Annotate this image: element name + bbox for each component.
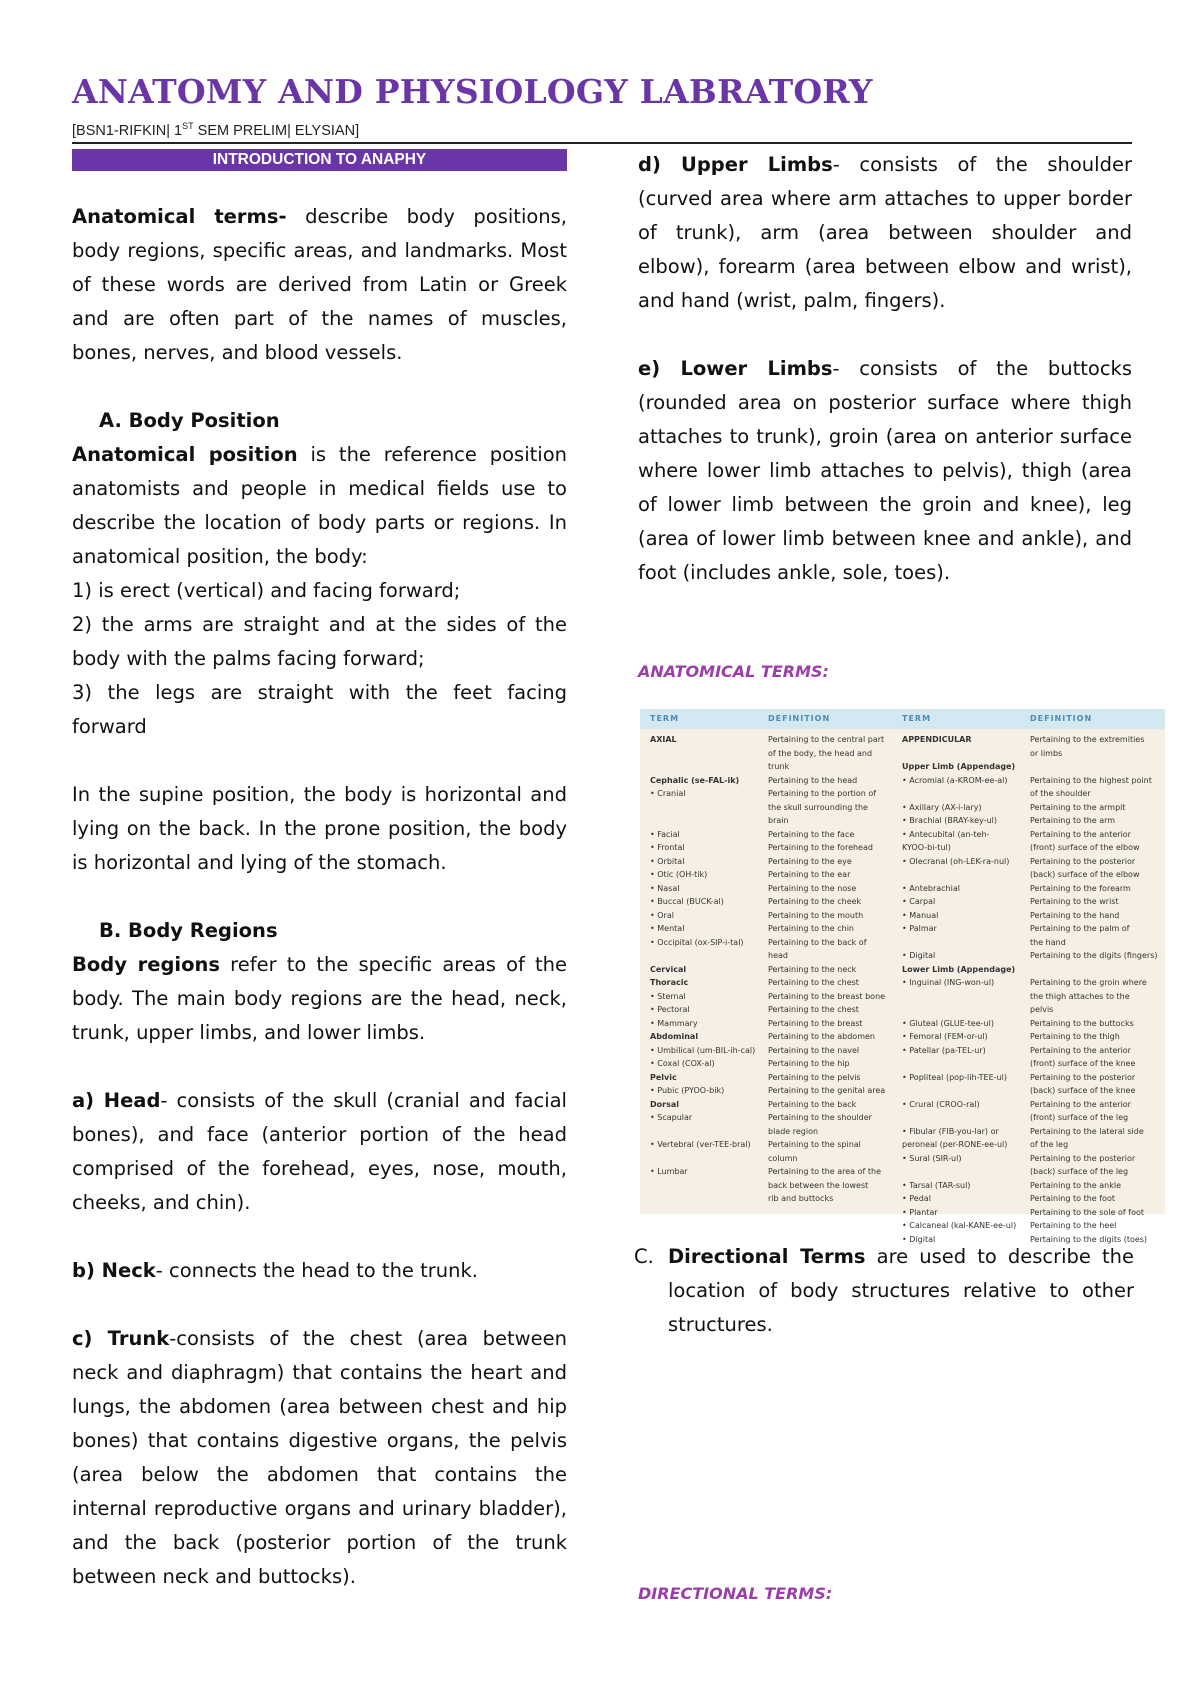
table-cell: Pertaining to the cheek [768, 897, 862, 906]
table-cell: of the leg [1030, 1140, 1069, 1149]
table-cell: (front) surface of the knee [1030, 1059, 1136, 1068]
table-cell: • Patellar (pa-TEL-ur) [902, 1045, 986, 1055]
table-cell [650, 801, 755, 815]
table-cell: Pertaining to the spinal [768, 1140, 861, 1149]
table-header-definition-1: DEFINITION [768, 714, 831, 723]
table-cell: Pertaining to the shoulder [768, 1113, 872, 1122]
table-cell: Pertaining to the neck [768, 964, 857, 974]
anatomical-position-term: Anatomical position [72, 443, 298, 466]
directional-terms-term: Directional Terms [668, 1245, 866, 1268]
table-cell: • Femoral (FEM-or-ul) [902, 1032, 988, 1041]
body-regions-paragraph [72, 948, 567, 1050]
table-cell: (back) surface of the elbow [1030, 870, 1140, 879]
subtitle-prefix: [BSN1-RIFKIN| 1 [72, 122, 183, 139]
table-cell: • Otic (OH-tik) [650, 870, 708, 879]
table-appendicular-definitions [1030, 733, 1158, 1246]
table-cell: • Nasal [650, 883, 680, 893]
table-cell: • Buccal (BUCK-al) [650, 897, 724, 906]
table-cell: Pertaining to the breast [768, 1018, 863, 1028]
table-cell: • Acromial (a-KROM-ee-al) [902, 775, 1008, 785]
table-cell: the skull surrounding the [768, 802, 868, 812]
table-cell: Pertaining to the chest [768, 978, 859, 987]
table-cell: Pertaining to the breast bone [768, 991, 886, 1001]
table-cell: Pertaining to the anterior [1030, 1099, 1131, 1109]
table-cell: • Mental [650, 924, 685, 933]
table-cell [902, 1003, 1016, 1017]
table-cell: Pertaining to the posterior [1030, 856, 1136, 866]
table-cell: the hand [1030, 937, 1066, 947]
table-cell: peroneal (per-RONE-ee-ul) [902, 1140, 1008, 1149]
table-cell: • Tarsal (TAR-sul) [902, 1180, 971, 1190]
table-cell: • Calcaneal (kal-KANE-ee-ul) [902, 1221, 1017, 1230]
left-column [72, 200, 567, 1594]
table-cell: • Pectoral [650, 1005, 690, 1014]
table-cell: the thigh attaches to the [1030, 991, 1130, 1001]
table-cell: • Antecubital (an-teh- [902, 829, 990, 839]
table-cell: • Digital [902, 951, 936, 960]
trunk-term: c) Trunk [72, 1327, 170, 1350]
table-cell: Pertaining to the chest [768, 1005, 859, 1014]
table-cell: Pertaining to the posterior [1030, 1072, 1136, 1082]
table-header-term-1: TERM [650, 714, 680, 723]
table-header [640, 709, 1165, 729]
lower-limbs-term: e) Lower Limbs [638, 357, 833, 380]
table-axial-definitions [768, 733, 885, 1206]
section-c-letter: C. [634, 1245, 654, 1268]
table-cell: trunk [768, 762, 790, 771]
table-cell: APPENDICULAR [902, 735, 972, 744]
table-cell: • Pedal [902, 1194, 931, 1203]
table-cell: Pertaining to the chin [768, 924, 855, 933]
document-subtitle [72, 121, 359, 139]
neck-term: b) Neck [72, 1259, 156, 1282]
table-cell: • Axillary (AX-i-lary) [902, 802, 982, 812]
table-cell [650, 1125, 755, 1139]
table-cell: Pertaining to the foot [1030, 1194, 1115, 1203]
position-item-3: 3) the legs are straight with the feet facing forward [72, 681, 567, 738]
table-cell: Pertaining to the forehead [768, 843, 873, 852]
table-cell: brain [768, 816, 789, 825]
table-cell: Pertaining to the lateral side [1030, 1126, 1144, 1136]
table-cell: of the shoulder [1030, 789, 1091, 798]
table-cell: • Sural (SIR-ul) [902, 1153, 962, 1163]
table-cell: Cervical [650, 964, 687, 974]
table-cell: Pertaining to the thigh [1030, 1032, 1120, 1041]
table-cell: Pertaining to the buttocks [1030, 1018, 1134, 1028]
lower-limbs-paragraph [638, 352, 1132, 590]
table-cell: Pertaining to the highest point [1030, 775, 1152, 785]
table-cell: KYOO-bi-tul) [902, 843, 951, 852]
table-cell: Pertaining to the ear [768, 870, 851, 879]
table-cell: Thoracic [650, 978, 689, 987]
table-cell: of the body, the head and [768, 748, 873, 758]
upper-limbs-paragraph [638, 148, 1132, 318]
directional-terms-paragraph [634, 1240, 1134, 1342]
table-cell: Pertaining to the abdomen [768, 1032, 875, 1041]
table-cell: Cephalic (se-FAL-ik) [650, 775, 740, 785]
subtitle-superscript: ST [182, 121, 194, 131]
table-cell: • Sternal [650, 991, 686, 1001]
table-cell: Pertaining to the navel [768, 1045, 860, 1055]
table-cell: Pertaining to the area of the [768, 1167, 882, 1176]
section-a-heading: A. Body Position [99, 409, 280, 432]
header-divider [72, 142, 1132, 144]
subtitle-suffix: SEM PRELIM| ELYSIAN] [193, 122, 360, 139]
section-banner: INTRODUCTION TO ANAPHY [72, 149, 567, 171]
section-b-heading: B. Body Regions [99, 919, 278, 942]
table-cell: Pertaining to the anterior [1030, 829, 1131, 839]
table-cell: • Brachial (BRAY-key-ul) [902, 816, 997, 825]
table-cell: (front) surface of the elbow [1030, 843, 1140, 852]
table-cell: AXIAL [650, 735, 677, 744]
table-cell: • Manual [902, 910, 939, 920]
table-axial-terms [650, 733, 755, 1179]
table-cell: Pertaining to the digits (toes) [1030, 1234, 1148, 1244]
table-cell [902, 787, 1016, 801]
table-cell [650, 814, 755, 828]
table-cell: • Scapular [650, 1113, 693, 1122]
table-cell: • Coxal (COX-al) [650, 1059, 715, 1068]
table-cell: Pertaining to the sole of foot [1030, 1207, 1144, 1217]
table-cell: Pertaining to the armpit [1030, 802, 1126, 812]
head-text: - consists of the skull (cranial and facial bones), and face (anterior portion of the head comprised of the forehead, eyes, nose, mouth, cheeks, and chin). [72, 1089, 567, 1214]
right-column [638, 148, 1132, 590]
table-cell: Pertaining to the wrist [1030, 897, 1119, 906]
table-cell: Dorsal [650, 1099, 679, 1109]
table-cell [902, 1111, 1016, 1125]
supine-prone-paragraph: In the supine position, the body is horizontal and lying on the back. In the prone position, the body is horizontal and lying of the stomach. [72, 783, 567, 874]
table-cell: Pertaining to the heel [1030, 1221, 1117, 1230]
intro-text: describe body positions, body regions, specific areas, and landmarks. Most of these words are derived from Latin or Greek and are often part of the names of muscles, bones, nerves, and blood vessels. [72, 205, 568, 364]
table-cell: pelvis [1030, 1005, 1054, 1014]
table-cell: or limbs [1030, 748, 1063, 758]
table-cell: Upper Limb (Appendage) [902, 762, 1016, 771]
table-cell: Pertaining to the extremities [1030, 735, 1145, 744]
neck-text: - connects the head to the trunk. [155, 1259, 478, 1282]
table-cell: • Oral [650, 910, 674, 920]
intro-paragraph [72, 200, 567, 370]
table-cell: Pertaining to the face [768, 829, 855, 839]
table-cell: • Occipital (ox-SIP-i-tal) [650, 937, 744, 947]
table-cell: Pertaining to the forearm [1030, 883, 1131, 893]
table-cell: • Crural (CROO-ral) [902, 1099, 980, 1109]
table-cell [902, 936, 1016, 950]
table-cell: • Inguinal (ING-won-ul) [902, 978, 995, 987]
table-cell [902, 868, 1016, 882]
trunk-text: -consists of the chest (area between neck and diaphragm) that contains the heart and lungs, the abdomen (area between chest and hip bones) that contains digestive organs, the pelvis (area below the abdomen that contains the internal reproductive organs and urinary bladder), and the back (posterior portion of the trunk between neck and buttocks). [72, 1327, 567, 1588]
document-title: ANATOMY AND PHYSIOLOGY LABRATORY [72, 72, 873, 111]
table-cell: • Facial [650, 829, 680, 839]
table-cell: • Gluteal (GLUE-tee-ul) [902, 1018, 994, 1028]
table-cell: • Popliteal (pop-lih-TEE-ul) [902, 1072, 1007, 1082]
table-cell: Pertaining to the back [768, 1099, 857, 1109]
table-cell: Pertaining to the back of [768, 937, 867, 947]
table-cell: Pertaining to the pelvis [768, 1072, 861, 1082]
table-cell: • Carpal [902, 897, 936, 906]
table-cell: head [768, 951, 788, 960]
table-cell: • Olecranal (oh-LEK-ra-nul) [902, 856, 1010, 866]
table-cell: Pertaining to the nose [768, 883, 857, 893]
table-cell: • Digital [902, 1234, 936, 1244]
table-cell: (back) surface of the leg [1030, 1167, 1129, 1176]
table-cell: blade region [768, 1126, 819, 1136]
table-cell: Lower Limb (Appendage) [902, 964, 1016, 974]
table-cell: • Fibular (FIB-you-lar) or [902, 1126, 999, 1136]
anatomical-position-paragraph [72, 438, 567, 574]
table-cell: Pertaining to the eye [768, 856, 852, 866]
table-header-definition-2: DEFINITION [1030, 714, 1093, 723]
table-cell: • Pubic (PYOO-bik) [650, 1086, 725, 1095]
table-header-term-2: TERM [902, 714, 932, 723]
table-cell: Pertaining to the genital area [768, 1086, 886, 1095]
table-cell: Pertaining to the palm of [1030, 924, 1130, 933]
table-cell: • Cranial [650, 789, 686, 798]
body-regions-term: Body regions [72, 953, 221, 976]
table-cell [650, 949, 755, 963]
body-regions-text: refer to the specific areas of the body. The main body regions are the head, neck, trunk, upper limbs, and lower limbs. [72, 953, 567, 1044]
table-cell: Pertaining to the anterior [1030, 1045, 1131, 1055]
table-cell: • Mammary [650, 1018, 698, 1028]
table-cell: Pertaining to the central part [768, 735, 885, 744]
position-item-2: 2) the arms are straight and at the sides of the body with the palms facing forward; [72, 613, 567, 670]
table-cell [650, 1152, 755, 1166]
table-cell [902, 747, 1016, 761]
directional-terms-heading: DIRECTIONAL TERMS: [638, 1584, 833, 1603]
intro-term: Anatomical terms- [72, 205, 287, 228]
table-cell: Pertaining to the arm [1030, 816, 1116, 825]
anatomical-position-text: is the reference position anatomists and people in medical fields use to describe the location of body parts or regions. In anatomical position, the body: [72, 443, 567, 568]
trunk-paragraph [72, 1322, 567, 1594]
table-cell: Pertaining to the portion of [768, 789, 877, 798]
table-cell [902, 1084, 1016, 1098]
table-cell: • Lumbar [650, 1167, 688, 1176]
table-cell: Pertaining to the head [768, 775, 858, 785]
anatomical-terms-table [640, 709, 1165, 1244]
table-cell [1030, 760, 1158, 774]
table-cell: Pertaining to the posterior [1030, 1153, 1136, 1163]
table-cell: Abdominal [650, 1032, 699, 1041]
table-cell: • Antebrachial [902, 883, 960, 893]
position-item-1: 1) is erect (vertical) and facing forward; [72, 579, 461, 602]
upper-limbs-term: d) Upper Limbs [638, 153, 833, 176]
upper-limbs-text: - consists of the shoulder (curved area where arm attaches to upper border of trunk), arm (area between shoulder and elbow), forearm (area between elbow and wrist), and hand (wrist, palm, fingers). [638, 153, 1132, 312]
table-cell: • Umbilical (um-BIL-ih-cal) [650, 1045, 756, 1055]
head-term: a) Head [72, 1089, 161, 1112]
table-cell: • Frontal [650, 843, 685, 852]
table-cell: • Vertebral (ver-TEE-bral) [650, 1140, 751, 1149]
table-cell: Pelvic [650, 1072, 677, 1082]
table-cell: Pertaining to the mouth [768, 910, 864, 920]
anatomical-terms-heading: ANATOMICAL TERMS: [638, 662, 829, 681]
table-cell: Pertaining to the ankle [1030, 1180, 1121, 1190]
table-cell: rib and buttocks [768, 1194, 834, 1203]
table-appendicular-terms [902, 733, 1016, 1246]
directional-terms-text: are used to describe the location of body structures relative to other structures. [668, 1245, 1134, 1336]
table-cell [650, 760, 755, 774]
table-cell: Pertaining to the digits (fingers) [1030, 951, 1158, 960]
table-cell [650, 747, 755, 761]
table-cell: • Plantar [902, 1207, 938, 1217]
table-cell: • Orbital [650, 856, 685, 866]
table-cell: Pertaining to the groin where [1030, 978, 1147, 987]
table-cell: (back) surface of the knee [1030, 1086, 1136, 1095]
table-cell: (front) surface of the leg [1030, 1113, 1129, 1122]
table-cell [1030, 963, 1158, 977]
table-cell: Pertaining to the hip [768, 1059, 850, 1068]
table-cell [902, 1165, 1016, 1179]
table-cell [902, 990, 1016, 1004]
lower-limbs-text: - consists of the buttocks (rounded area on posterior surface where thigh attaches to trunk), groin (area on anterior surface where lower limb attaches to pelvis), thigh (area of lower limb between the groin and knee), leg (area of lower limb between knee and ankle), and foot (includes ankle, sole, toes). [638, 357, 1133, 584]
table-cell: column [768, 1153, 798, 1163]
table-cell: • Palmar [902, 924, 937, 933]
table-cell: back between the lowest [768, 1180, 869, 1190]
table-cell: Pertaining to the hand [1030, 910, 1120, 920]
neck-paragraph [72, 1254, 567, 1288]
table-cell [902, 1057, 1016, 1071]
head-paragraph [72, 1084, 567, 1220]
